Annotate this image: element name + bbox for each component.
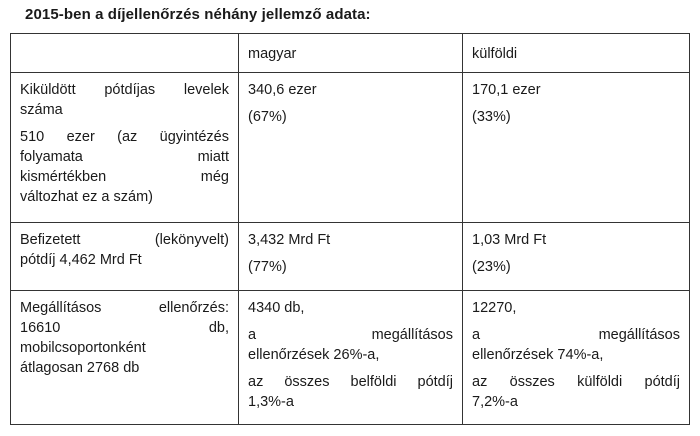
paragraph <box>20 80 229 120</box>
text-line: ellenőrzések 74%-a, <box>472 347 604 363</box>
text-line: az összes külföldi pótdíj <box>472 374 680 390</box>
text-line: száma <box>20 102 63 118</box>
text-line: mobilcsoportonként <box>20 340 146 356</box>
text-line: pótdíj 4,462 Mrd Ft <box>20 252 142 268</box>
paragraph <box>248 298 453 318</box>
text-line: (33%) <box>472 109 511 125</box>
text-line: 16610 db, <box>20 320 229 336</box>
page-title: 2015-ben a díjellenőrzés néhány jellemző adata: <box>25 6 371 23</box>
text-line: folyamata miatt <box>20 149 229 165</box>
paragraph <box>472 325 680 365</box>
text-line: Befizetett (lekönyvelt) <box>20 232 229 248</box>
kulfoldi-value-cell <box>463 291 690 425</box>
text-line: 170,1 ezer <box>472 82 541 98</box>
text-line: 510 ezer (az ügyintézés <box>20 129 229 145</box>
paragraph <box>20 230 229 270</box>
text-line: Megállításos ellenőrzés: <box>20 300 229 316</box>
text-line: ellenőrzések 26%-a, <box>248 347 380 363</box>
paragraph <box>472 80 680 100</box>
header-cell-magyar <box>239 34 463 73</box>
text-line: (67%) <box>248 109 287 125</box>
text-line: átlagosan 2768 db <box>20 360 140 376</box>
magyar-value-cell <box>239 291 463 425</box>
header-row <box>11 34 690 73</box>
text-line: (23%) <box>472 259 511 275</box>
table-row-kikuldott-levelek <box>11 73 690 223</box>
text-line: (77%) <box>248 259 287 275</box>
row-label-cell <box>11 291 239 425</box>
paragraph <box>472 107 680 127</box>
text-line: az összes belföldi pótdíj <box>248 374 453 390</box>
paragraph <box>248 80 453 100</box>
magyar-value-cell <box>239 223 463 291</box>
text-line: 3,432 Mrd Ft <box>248 232 331 248</box>
paragraph <box>248 325 453 365</box>
paragraph <box>248 257 453 277</box>
magyar-value-cell <box>239 73 463 223</box>
paragraph <box>248 107 453 127</box>
text-line: a megállításos <box>472 327 680 343</box>
paragraph <box>472 298 680 318</box>
paragraph <box>472 257 680 277</box>
paragraph <box>20 127 229 207</box>
text-line: 1,3%-a <box>248 394 294 410</box>
paragraph <box>20 298 229 378</box>
text-line: 1,03 Mrd Ft <box>472 232 547 248</box>
paragraph <box>248 230 453 250</box>
row-label-cell <box>11 223 239 291</box>
kulfoldi-value-cell <box>463 73 690 223</box>
row-label-cell <box>11 73 239 223</box>
text-line: változhat ez a szám) <box>20 189 153 205</box>
paragraph <box>472 372 680 412</box>
text-line: 12270, <box>472 300 517 316</box>
column-header-label: magyar <box>248 46 297 62</box>
text-line: Kiküldött pótdíjas levelek <box>20 82 229 98</box>
data-table <box>10 33 690 425</box>
text-line: kismértékben még <box>20 169 229 185</box>
kulfoldi-value-cell <box>463 223 690 291</box>
table-row-befizetett-potdij <box>11 223 690 291</box>
text-line: a megállításos <box>248 327 453 343</box>
table-row-megallitasos-ellenorzes <box>11 291 690 425</box>
text-line: 4340 db, <box>248 300 305 316</box>
paragraph <box>248 372 453 412</box>
header-cell-kulfoldi <box>463 34 690 73</box>
text-line: 340,6 ezer <box>248 82 317 98</box>
column-header-label: külföldi <box>472 46 518 62</box>
header-cell-empty <box>11 34 239 73</box>
paragraph <box>472 230 680 250</box>
text-line: 7,2%-a <box>472 394 518 410</box>
